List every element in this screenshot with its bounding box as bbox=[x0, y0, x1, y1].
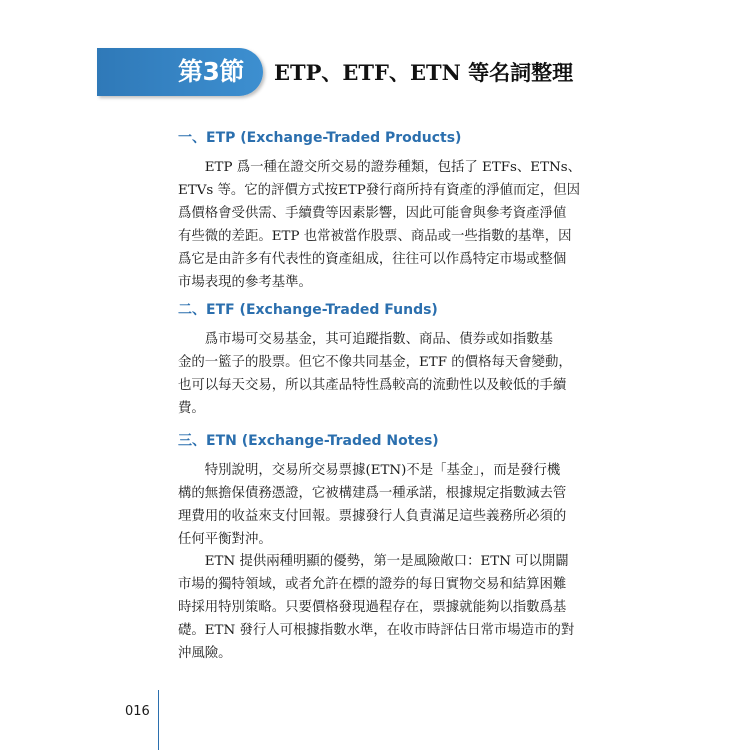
chapter-banner-label: 第3節 bbox=[178, 57, 244, 86]
text-line: 時採用特別策略。只要價格發現過程存在，票據就能夠以指數爲基 bbox=[178, 600, 567, 615]
chapter-title: ETP、ETF、ETN 等名詞整理 bbox=[274, 60, 574, 85]
text-line: ETVs 等。它的評價方式按ETP發行商所持有資產的淨値而定，但因 bbox=[178, 183, 580, 198]
section-heading-etp: 一、ETP (Exchange-Traded Products) bbox=[178, 130, 462, 146]
text-line: 市場表現的參考基準。 bbox=[178, 275, 312, 290]
text-line: 爲價格會受供需、手續費等因素影響，因此可能會與參考資產淨値 bbox=[178, 206, 567, 221]
text-line: 費。 bbox=[178, 401, 205, 416]
page-number: 016 bbox=[125, 704, 150, 719]
text-line: 爲它是由許多有代表性的資產組成，往往可以作爲特定市場或整個 bbox=[178, 252, 567, 267]
text-line: 構的無擔保債務憑證，它被構建爲一種承諾，根據規定指數減去管 bbox=[178, 486, 567, 501]
text-line: 礎。ETN 發行人可根據指數水準，在收市時評估日常市場造市的對 bbox=[178, 623, 575, 638]
section-paragraph-etn-1 bbox=[178, 459, 567, 551]
text-line: ETP 爲一種在證交所交易的證券種類，包括了 ETFs、ETNs、 bbox=[178, 160, 581, 175]
text-line: 理費用的收益來支付回報。票據發行人負責滿足這些義務所必須的 bbox=[178, 509, 567, 524]
section-heading-etf: 二、ETF (Exchange-Traded Funds) bbox=[178, 302, 438, 318]
text-line: 沖風險。 bbox=[178, 646, 232, 661]
text-line: 市場的獨特領域，或者允許在標的證券的每日實物交易和結算困難 bbox=[178, 577, 567, 592]
text-line: 金的一籃子的股票。但它不像共同基金，ETF 的價格每天會變動， bbox=[178, 355, 572, 370]
section-paragraph-etn-2 bbox=[178, 550, 575, 665]
text-line: 也可以每天交易，所以其產品特性爲較高的流動性以及較低的手續 bbox=[178, 378, 567, 393]
section-heading-etn: 三、ETN (Exchange-Traded Notes) bbox=[178, 433, 439, 449]
text-line: 特別說明，交易所交易票據(ETN)不是「基金」，而是發行機 bbox=[178, 463, 561, 478]
text-line: ETN 提供兩種明顯的優勢，第一是風險敞口：ETN 可以開闢 bbox=[178, 554, 569, 569]
text-line: 爲市場可交易基金，其可追蹤指數、商品、債券或如指數基 bbox=[178, 332, 553, 347]
text-line: 任何平衡對沖。 bbox=[178, 532, 272, 547]
section-paragraph-etp bbox=[178, 156, 581, 294]
text-line: 有些微的差距。ETP 也常被當作股票、商品或一些指數的基準，因 bbox=[178, 229, 572, 244]
page-margin-rule bbox=[158, 690, 159, 750]
section-paragraph-etf bbox=[178, 328, 572, 420]
